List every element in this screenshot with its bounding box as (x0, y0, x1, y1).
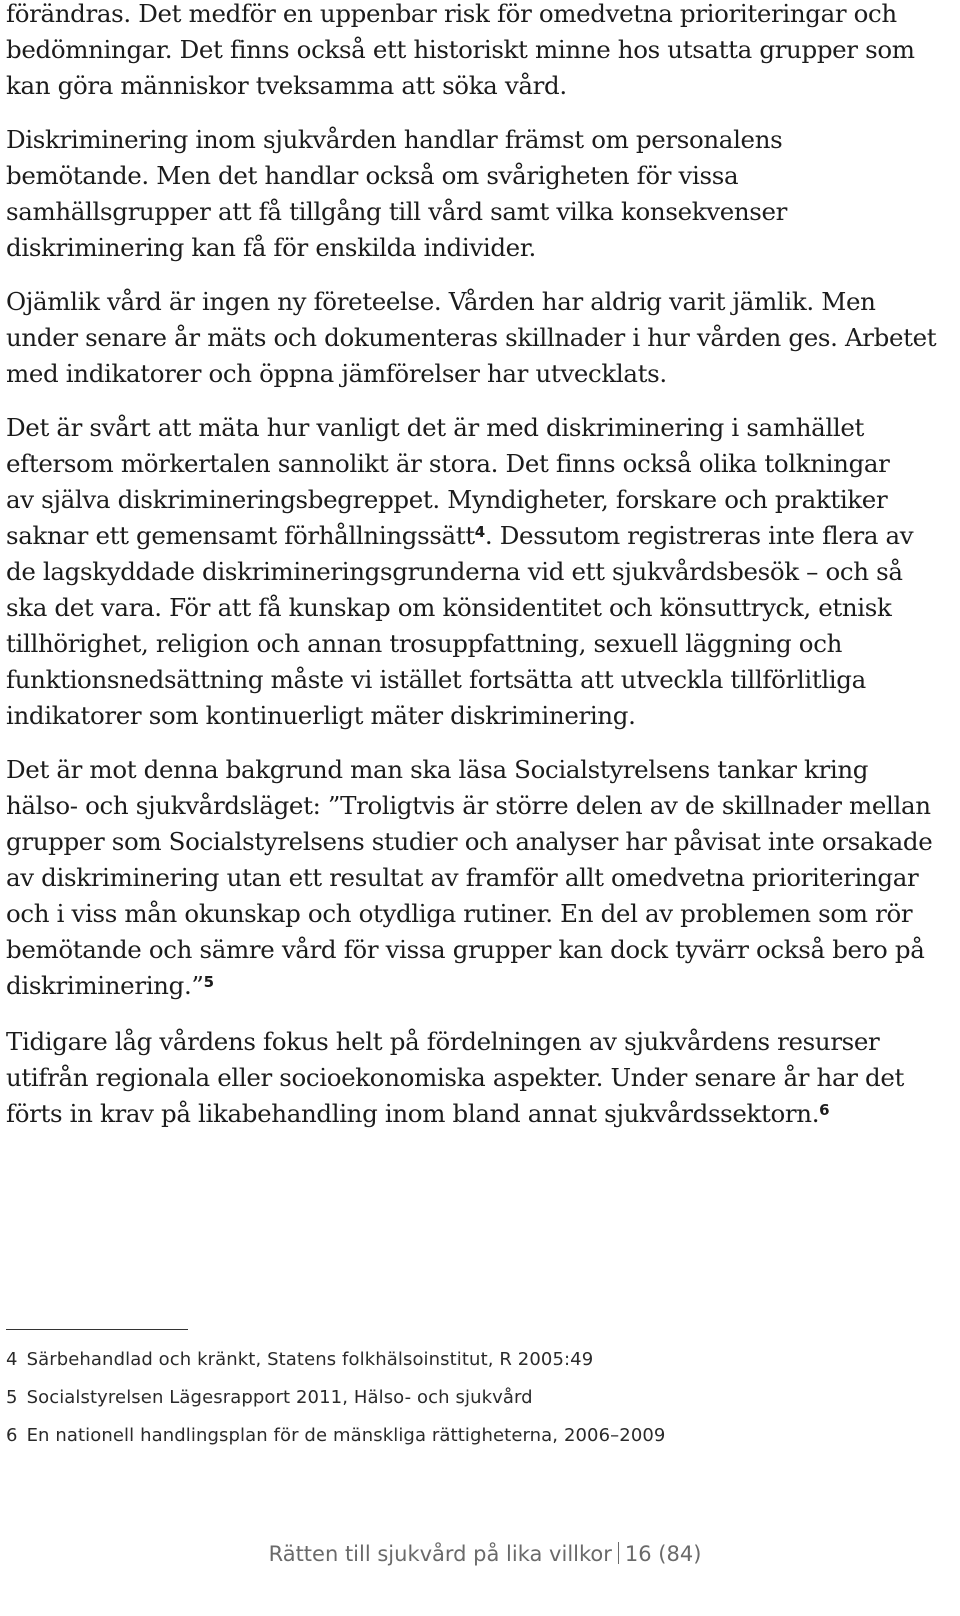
footnote-text: Socialstyrelsen Lägesrapport 2011, Hälso- och sjukvård (26, 1387, 533, 1408)
document-title: Rätten till sjukvård på lika villkor (268, 1542, 612, 1566)
footnote-ref-4: 4 (474, 523, 485, 541)
footer-separator (618, 1542, 619, 1564)
footnote-text: Särbehandlad och kränkt, Statens folkhälsoinstitut, R 2005:49 (26, 1349, 594, 1370)
page-footer (0, 1540, 960, 1568)
paragraph-2: Diskriminering inom sjukvården handlar främst om personalens bemötande. Men det handlar också om svårigheten för vissa samhällsgrupper att få tillgång till vård samt vilka konsekvenser diskriminering kan få för enskilda individer. (6, 125, 788, 262)
paragraph-1: förändras. Det medför en uppenbar risk för omedvetna prioriteringar och bedömningar. Det finns också ett historiskt minne hos utsatta grupper som kan göra människor tveksamma att söka vård. (6, 0, 915, 100)
footnote-ref-6: 6 (819, 1101, 830, 1119)
footnote-number: 4 (6, 1349, 18, 1370)
footnote-4 (6, 1348, 946, 1372)
footnote-ref-5: 5 (203, 973, 214, 991)
footnote-number: 6 (6, 1425, 18, 1446)
footnote-divider (6, 1329, 188, 1330)
paragraph-3: Ojämlik vård är ingen ny företeelse. Vården har aldrig varit jämlik. Men under senare år mäts och dokumenteras skillnader i hur vården ges. Arbetet med indikatorer och öppna jämförelser har utvecklats. (6, 287, 937, 388)
page-number: 16 (84) (624, 1542, 702, 1566)
footnote-5 (6, 1386, 946, 1410)
paragraph-5: Det är mot denna bakgrund man ska läsa Socialstyrelsens tankar kring hälso- och sjukvårdsläget: ”Troligtvis är större delen av de skillnader mellan grupper som Socialstyrelsens studier och analyser har påvisat inte orsakade av diskriminering utan ett resultat av framför allt omedvetna prioriteringar och i viss mån okunskap och otydliga rutiner. En del av problemen som rör bemötande och sämre vård för vissa grupper kan dock tyvärr också bero på diskriminering.”$^5$ (6, 755, 933, 1000)
footnote-number: 5 (6, 1387, 18, 1408)
paragraph-4: Det är svårt att mäta hur vanligt det är med diskriminering i samhället eftersom mörkertalen sannolikt är stora. Det finns också olika tolkningar av själva diskrimineringsbegreppet. Myndigheter, forskare och praktiker saknar ett gemensamt förhållningssätt$^4$. Dessutom registreras inte flera av de lagskyddade diskrimineringsgrunderna vid ett sjukvårdsbesök – och så ska det vara. För att få kunskap om könsidentitet och könsuttryck, etnisk tillhörighet, religion och annan trosuppfattning, sexuell läggning och funktionsnedsättning måste vi istället fortsätta att utveckla tillförlitliga indikatorer som kontinuerligt mäter diskriminering. (6, 413, 914, 730)
footnote-text: En nationell handlingsplan för de mänskliga rättigheterna, 2006–2009 (26, 1425, 666, 1446)
paragraph-6: Tidigare låg vårdens fokus helt på fördelningen av sjukvårdens resurser utifrån regionala eller socioekonomiska aspekter. Under senare år har det förts in krav på likabehandling inom bland annat sjukvårdssektorn.$^6$ (6, 1027, 904, 1128)
footnote-6 (6, 1424, 946, 1448)
